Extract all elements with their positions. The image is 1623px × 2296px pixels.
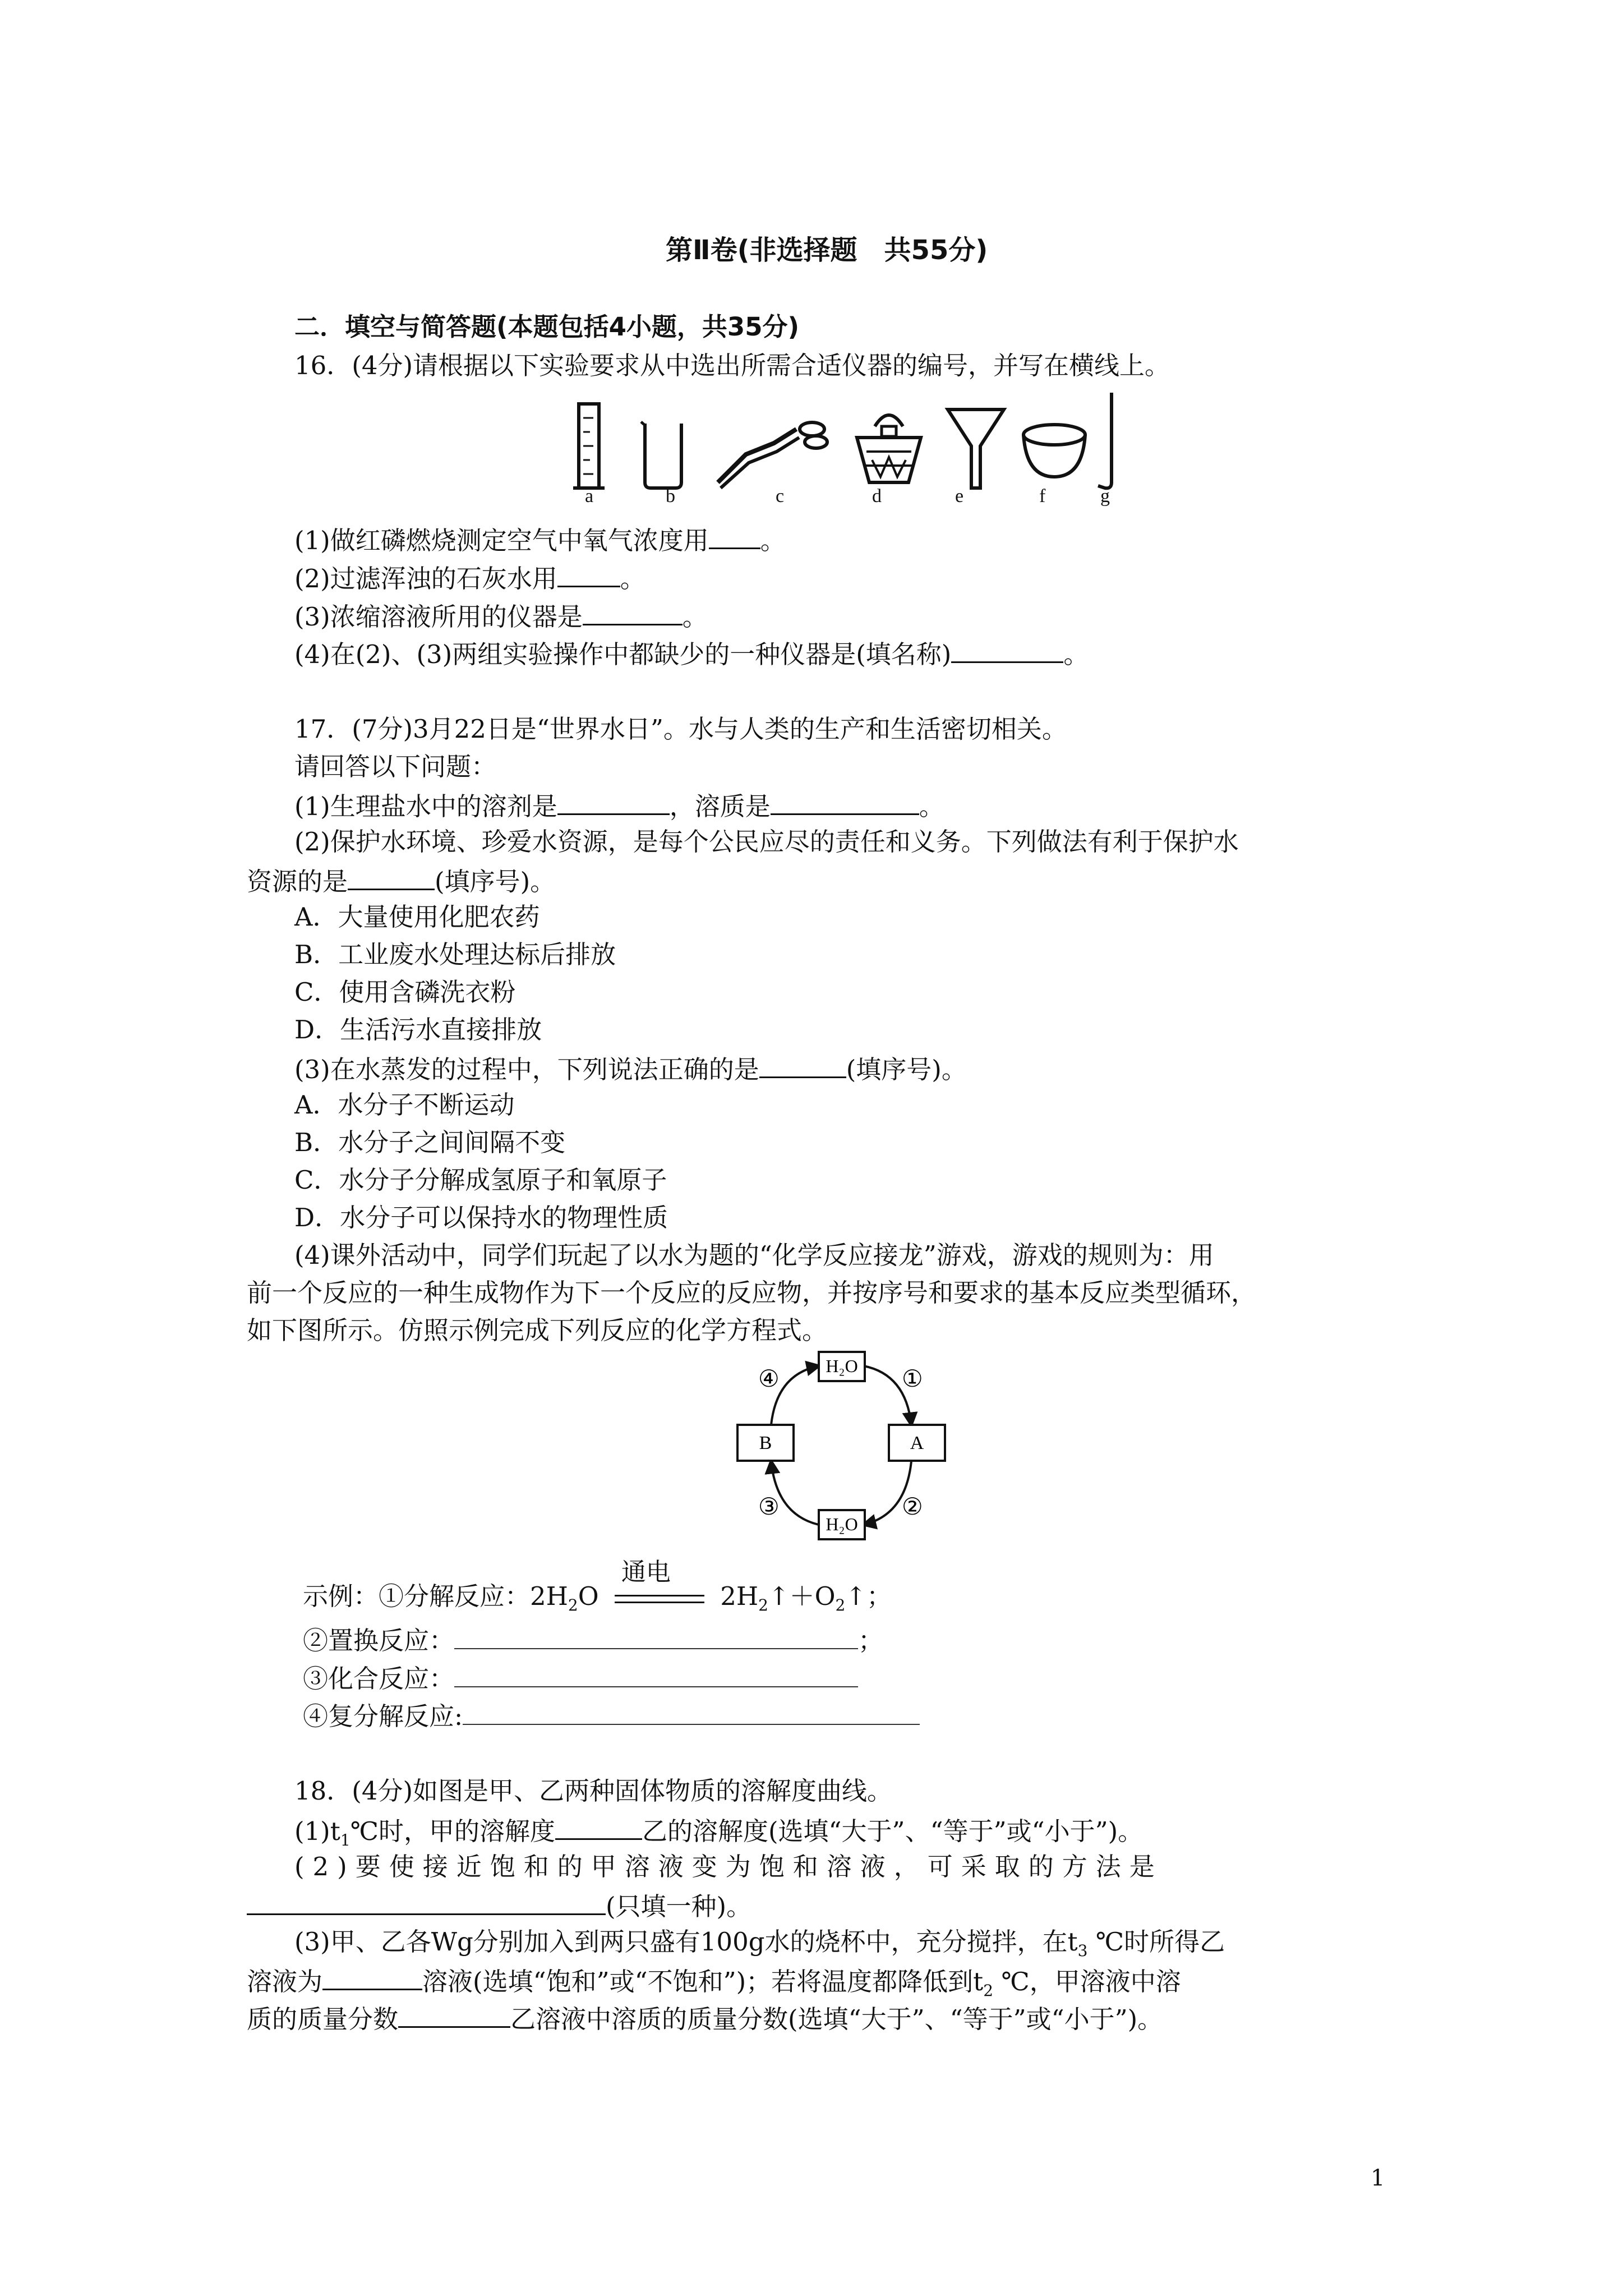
- q17-part-3: [294, 1051, 967, 1087]
- cycle-box-bottom-label: H₂O: [826, 1514, 858, 1534]
- q18-part-3-sub2: 2: [983, 1981, 994, 2000]
- example-sub-2: 2: [758, 1596, 768, 1614]
- page-number: 1: [1371, 2165, 1385, 2191]
- example-sub-3: 2: [835, 1596, 846, 1614]
- q17-2-option-b: B．工业废水处理达标后排放: [294, 940, 616, 969]
- q17-3-option-d: D．水分子可以保持水的物理性质: [294, 1203, 668, 1232]
- answer-blank-solute[interactable]: [771, 788, 919, 815]
- condition-label: 通电: [621, 1557, 671, 1586]
- q17-part-1-end: 。: [919, 792, 944, 821]
- cycle-mark-2: ②: [902, 1493, 923, 1520]
- reaction-4: [303, 1698, 920, 1733]
- evaporating-dish-icon: [1023, 425, 1085, 477]
- answer-blank-reaction-4[interactable]: [463, 1698, 920, 1725]
- q18-stem: 18．(4分)如图是甲、乙两种固体物质的溶解度曲线。: [294, 1776, 893, 1806]
- answer-blank-reaction-2[interactable]: [454, 1622, 858, 1649]
- reaction-4-label: ④复分解反应:: [303, 1701, 463, 1731]
- instrument-figure: [561, 398, 1122, 510]
- q18-part-3-e: ℃，甲溶液中溶: [993, 1967, 1181, 1996]
- q18-part-3-d: 溶液(选填“饱和”或“不饱和”)；若将温度都降低到t: [422, 1967, 984, 1996]
- example-sub-1: 2: [568, 1596, 578, 1614]
- instrument-label-a: a: [585, 486, 594, 507]
- q16-item-2-text: (2)过滤浑浊的石灰水用: [294, 564, 557, 593]
- beaker-icon: [641, 422, 681, 488]
- answer-blank-q16-4[interactable]: [951, 636, 1063, 663]
- equals-bar-bottom: [615, 1602, 704, 1603]
- q17-3-option-a: A．水分子不断运动: [294, 1090, 515, 1120]
- reaction-3: [303, 1660, 858, 1696]
- answer-blank-q18-2[interactable]: [247, 1888, 606, 1915]
- answer-blank-q18-1[interactable]: [555, 1812, 642, 1840]
- instrument-label-c: c: [776, 486, 785, 507]
- q17-3-option-b: B．水分子之间间隔不变: [294, 1128, 566, 1157]
- q18-part-3-g: 乙溶液中溶质的质量分数(选填“大于”、“等于”或“小于”)。: [510, 2004, 1163, 2034]
- answer-blank-q17-2[interactable]: [348, 863, 435, 890]
- q16-item-3-text: (3)浓缩溶液所用的仪器是: [294, 602, 583, 632]
- q16-item-2: [294, 560, 645, 596]
- q16-item-3: [294, 598, 708, 634]
- example-label: 示例：①分解反应：2H: [303, 1581, 568, 1611]
- answer-blank-reaction-3[interactable]: [454, 1660, 858, 1687]
- cycle-mark-1: ①: [902, 1365, 923, 1392]
- instrument-label-e: e: [955, 486, 964, 507]
- instrument-label-b: b: [666, 486, 675, 507]
- q17-part-2-line2: [247, 863, 555, 899]
- q17-part-2-end: (填序号)。: [435, 867, 556, 896]
- q18-part-3-sub1: 3: [1077, 1941, 1088, 1960]
- q18-part-2-line1: (2)要使接近饱和的甲溶液变为饱和溶液，可采取的方法是: [294, 1852, 1163, 1881]
- q16-item-4: [294, 636, 1089, 671]
- q17-2-option-a: A．大量使用化肥农药: [294, 902, 540, 932]
- combustion-spoon-icon: [1098, 393, 1112, 488]
- q17-part-1-text: (1)生理盐水中的溶剂是: [294, 792, 557, 821]
- reaction-2: [303, 1622, 883, 1658]
- reaction-cycle-diagram: [712, 1346, 970, 1559]
- q17-part-1: [294, 788, 944, 823]
- q17-part-4-line3: 如下图所示。仿照示例完成下列反应的化学方程式。: [247, 1315, 828, 1345]
- reaction-2-end: ；: [858, 1626, 884, 1655]
- graduated-cylinder-icon: [573, 404, 605, 488]
- example-equation: [303, 1557, 892, 1622]
- q17-part-2-line1: (2)保护水环境、珍爱水资源，是每个公民应尽的责任和义务。下列做法有利于保护水: [294, 827, 1239, 857]
- cycle-box-top-label: H₂O: [826, 1356, 858, 1376]
- equals-bar-top: [615, 1595, 704, 1596]
- q18-part-3-a: (3)甲、乙各Wg分别加入到两只盛有100g水的烧杯中，充分搅拌，在t: [294, 1927, 1078, 1957]
- example-product-o: ↑＋O: [768, 1581, 836, 1611]
- q18-part-3-c: 溶液为: [247, 1967, 323, 1996]
- alcohol-lamp-icon: [857, 415, 921, 482]
- instrument-label-f: f: [1039, 486, 1046, 507]
- cycle-box-right-label: A: [910, 1433, 924, 1453]
- answer-blank-q18-3b[interactable]: [398, 2000, 510, 2028]
- q17-sub-stem: 请回答以下问题：: [294, 752, 497, 781]
- q17-part-3-end: (填序号)。: [846, 1055, 967, 1084]
- instrument-label-g: g: [1100, 486, 1110, 507]
- q18-part-1-c: 乙的溶解度(选填“大于”、“等于”或“小于”)。: [642, 1816, 1144, 1846]
- q18-part-2-end: (只填一种)。: [606, 1892, 752, 1921]
- example-oxygen: O: [578, 1581, 599, 1611]
- q16-item-3-end: 。: [682, 602, 708, 632]
- q17-3-option-c: C．水分子分解成氢原子和氧原子: [294, 1165, 667, 1195]
- answer-blank-q18-3a[interactable]: [322, 1963, 422, 1990]
- reaction-3-label: ③化合反应：: [303, 1664, 455, 1694]
- q16-item-1-text: (1)做红磷燃烧测定空气中氧气浓度用: [294, 526, 709, 555]
- answer-blank-q16-3[interactable]: [583, 598, 683, 625]
- example-tail: ↑；: [845, 1581, 892, 1611]
- q17-part-4-line1: (4)课外活动中，同学们玩起了以水为题的“化学反应接龙”游戏，游戏的规则为：用: [294, 1240, 1214, 1270]
- q18-part-2-line2: [247, 1888, 751, 1924]
- reaction-2-label: ②置换反应：: [303, 1626, 455, 1655]
- q16-stem: 16．(4分)请根据以下实验要求从中选出所需合适仪器的编号，并写在横线上。: [294, 351, 1170, 380]
- funnel-icon: [948, 409, 1004, 488]
- answer-blank-q17-3[interactable]: [759, 1051, 846, 1078]
- answer-blank-q16-1[interactable]: [709, 522, 760, 549]
- q17-part-4-line2: 前一个反应的一种生成物作为下一个反应的反应物，并按序号和要求的基本反应类型循环，: [247, 1278, 1257, 1308]
- q18-part-1-a: (1)t: [294, 1816, 340, 1846]
- q18-part-3-line3: [247, 2000, 1163, 2036]
- q17-2-option-d: D．生活污水直接排放: [294, 1015, 542, 1045]
- q17-stem: 17．(7分)3月22日是“世界水日”。水与人类的生产和生活密切相关。: [294, 714, 1067, 744]
- q18-part-3-line1: [294, 1925, 1225, 1968]
- section-title: 第Ⅱ卷(非选择题 共55分): [666, 234, 988, 266]
- q16-item-2-end: 。: [620, 564, 645, 593]
- example-product-h: 2H: [720, 1581, 759, 1611]
- q16-item-4-end: 。: [1063, 639, 1089, 669]
- q17-part-1-mid: ，溶质是: [669, 792, 771, 821]
- q18-part-3-f: 质的质量分数: [247, 2004, 399, 2034]
- instrument-label-d: d: [872, 486, 882, 507]
- q17-part-3-text: (3)在水蒸发的过程中，下列说法正确的是: [294, 1055, 759, 1084]
- cycle-box-left-label: B: [759, 1433, 772, 1453]
- q16-item-1-end: 。: [760, 526, 786, 555]
- q16-item-1: [294, 522, 786, 558]
- q18-part-3-b: ℃时所得乙: [1087, 1927, 1225, 1957]
- q18-part-1-sub: 1: [340, 1831, 351, 1849]
- answer-blank-q16-2[interactable]: [557, 560, 620, 587]
- part-heading: 二．填空与简答题(本题包括4小题，共35分): [294, 312, 800, 342]
- answer-blank-solvent[interactable]: [557, 788, 670, 815]
- q17-2-option-c: C．使用含磷洗衣粉: [294, 977, 516, 1007]
- cycle-mark-4: ④: [758, 1365, 780, 1392]
- crucible-tongs-icon: [718, 422, 827, 488]
- q16-item-4-text: (4)在(2)、(3)两组实验操作中都缺少的一种仪器是(填名称): [294, 639, 952, 669]
- q18-part-1-b: ℃时，甲的溶解度: [350, 1816, 555, 1846]
- reaction-condition: [615, 1557, 704, 1613]
- cycle-mark-3: ③: [758, 1493, 780, 1520]
- q17-part-2-text: 资源的是: [247, 867, 348, 896]
